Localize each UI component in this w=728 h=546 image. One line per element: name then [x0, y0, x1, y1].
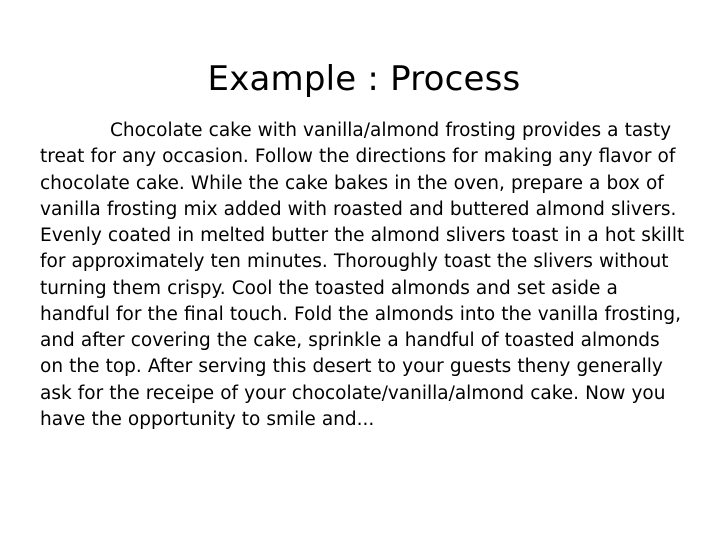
body-paragraph: Chocolate cake with vanilla/almond frosting provides a tasty treat for any occasion. Follow the directions for making any flavor of chocolate cake. While the cake bakes in the oven, prepare a box of vanilla frosting mix added with roasted and buttered almond slivers. Evenly coated in melted butter the almond slivers toast in a hot skillt for approximately ten minutes. Thoroughly toast the slivers without turning them crispy. Cool the toasted almonds and set aside a handful for the final touch. Fold the almonds into the vanilla frosting, and after covering the cake, sprinkle a handful of toasted almonds on the top. After serving this desert to your guests theny generally ask for the receipe of your chocolate/vanilla/almond cake. Now you have the opportunity to smile and...	[40, 120, 685, 430]
slide-body-text	[40, 118, 688, 433]
page-title: Example : Process	[207, 58, 521, 99]
